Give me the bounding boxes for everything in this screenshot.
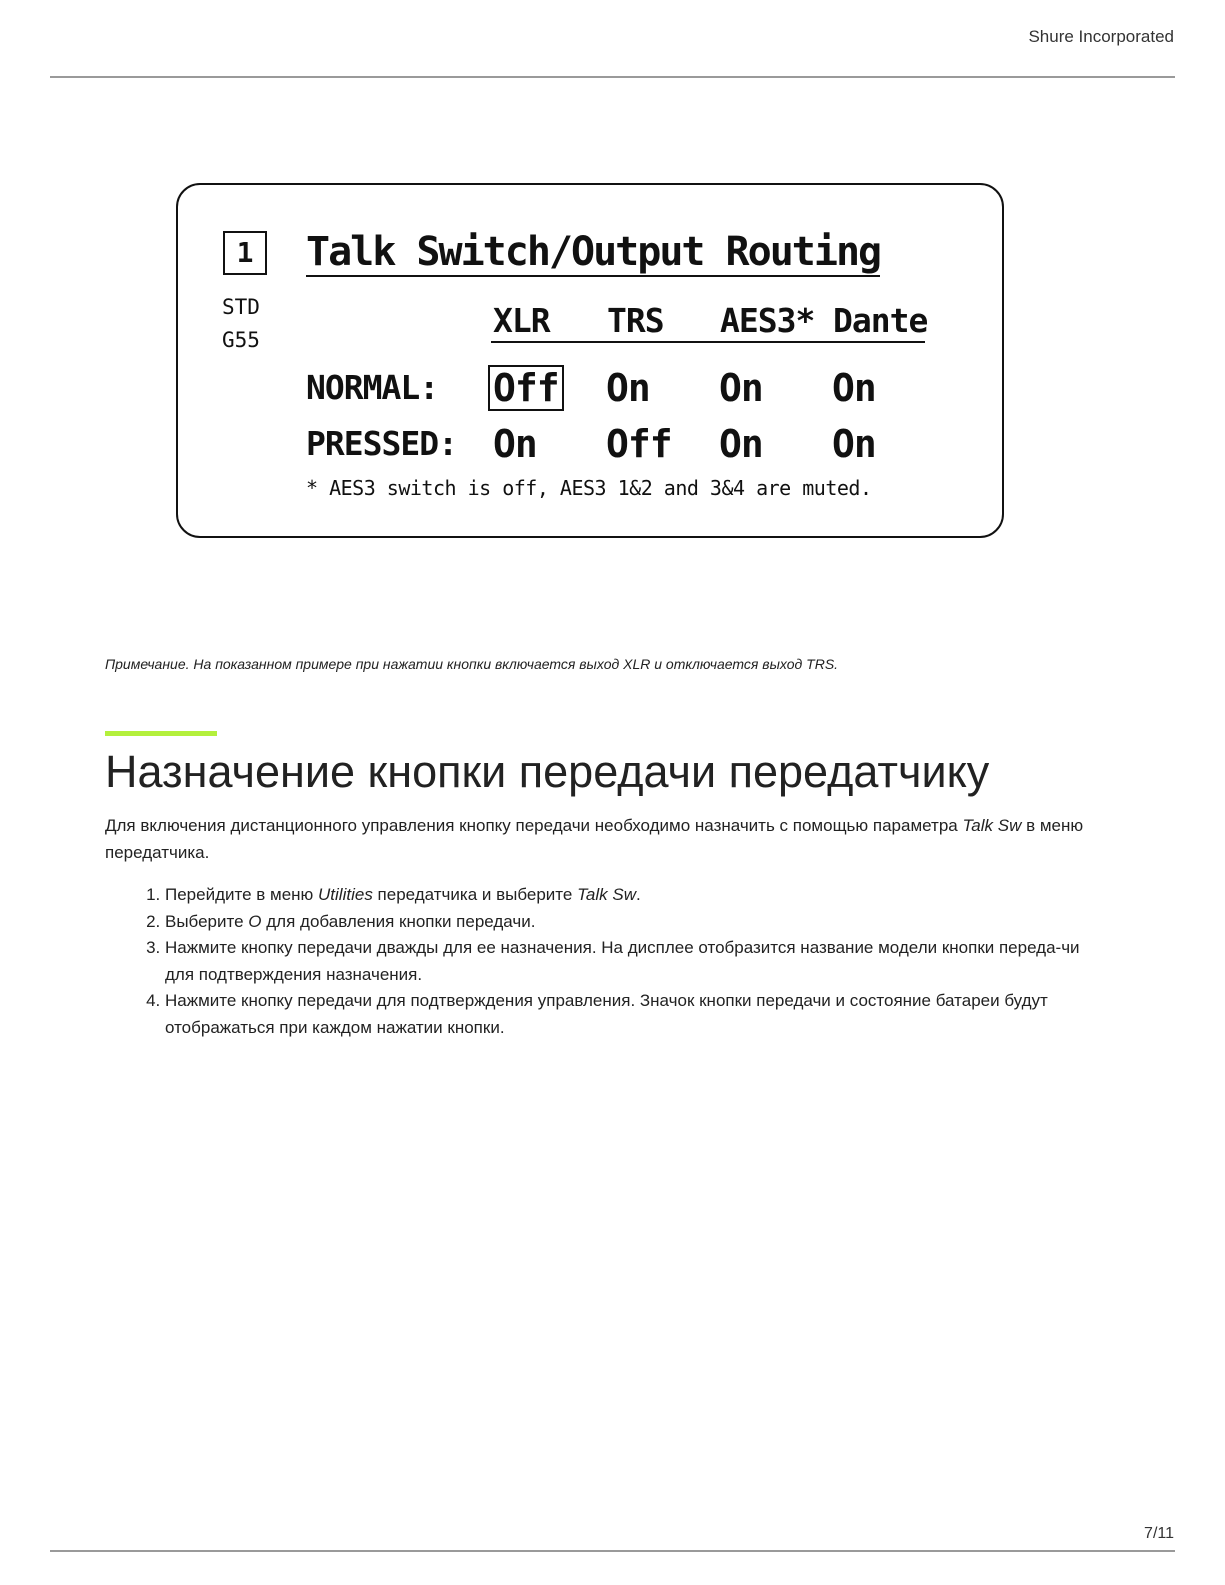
section-intro	[105, 812, 1105, 866]
cell-pressed-aes3: On	[719, 422, 763, 466]
cell-normal-dante: On	[832, 366, 876, 410]
column-header-trs: TRS	[607, 301, 664, 340]
list-item	[165, 935, 1110, 988]
intro-text-end: в меню передатчика.	[105, 816, 1084, 862]
step-param-name: Talk Sw	[577, 885, 636, 904]
cell-normal-xlr: Off	[488, 365, 564, 411]
cell-normal-aes3: On	[719, 366, 763, 410]
mode-line-g55: G55	[222, 328, 260, 352]
step-option-name: O	[248, 911, 262, 931]
intro-text: Для включения дистанционного управления кнопку передачи необходимо назначить с помощью параметра	[105, 816, 963, 835]
lcd-screen-figure	[176, 183, 1004, 538]
cell-pressed-dante: On	[832, 422, 876, 466]
list-item	[165, 909, 1110, 936]
list-item	[165, 882, 1110, 909]
list-item	[165, 988, 1110, 1041]
step-text: Выберите	[165, 911, 249, 931]
section-title: Назначение кнопки передачи передатчику	[105, 746, 990, 797]
channel-number-box: 1	[223, 231, 267, 275]
column-header-aes3: AES3*	[720, 301, 815, 340]
lcd-footnote: * AES3 switch is off, AES3 1&2 and 3&4 are muted.	[306, 476, 872, 500]
header-company-name: Shure Incorporated	[1028, 27, 1174, 46]
footer-divider	[50, 1550, 1175, 1552]
header-divider	[50, 76, 1175, 78]
step-text: передатчика и выберите	[372, 885, 578, 904]
row-label-normal: NORMAL:	[306, 368, 439, 407]
step-text: Нажмите кнопку передачи дважды для ее назначения. На дисплее отобразится название модели кнопки переда-чи для подтверждения назначения.	[165, 938, 1080, 984]
step-text: Перейдите в меню	[165, 885, 319, 904]
lcd-title: Talk Switch/Output Routing	[306, 229, 881, 275]
step-menu-name: Utilities	[318, 885, 373, 904]
cell-pressed-trs: Off	[606, 422, 672, 466]
row-label-pressed: PRESSED:	[306, 424, 457, 463]
step-text: для добавления кнопки передачи.	[261, 911, 536, 931]
cell-pressed-xlr: On	[493, 422, 537, 466]
figure-note: Примечание. На показанном примере при нажатии кнопки включается выход XLR и отключается выход TRS.	[105, 656, 839, 672]
steps-list	[105, 882, 1110, 1041]
mode-line-std: STD	[222, 295, 260, 319]
column-header-xlr: XLR	[493, 301, 550, 340]
page-number: 7/11	[1144, 1525, 1174, 1542]
lcd-column-headers	[491, 301, 928, 343]
step-text: .	[635, 885, 641, 904]
intro-param: Talk Sw	[962, 816, 1022, 835]
cell-normal-trs: On	[606, 366, 650, 410]
column-header-dante: Dante	[833, 301, 928, 340]
section-accent-bar	[105, 731, 217, 736]
step-text: Нажмите кнопку передачи для подтверждения управления. Значок кнопки передачи и состояние батареи будут отображаться при каждом нажатии кнопки.	[165, 991, 1048, 1037]
